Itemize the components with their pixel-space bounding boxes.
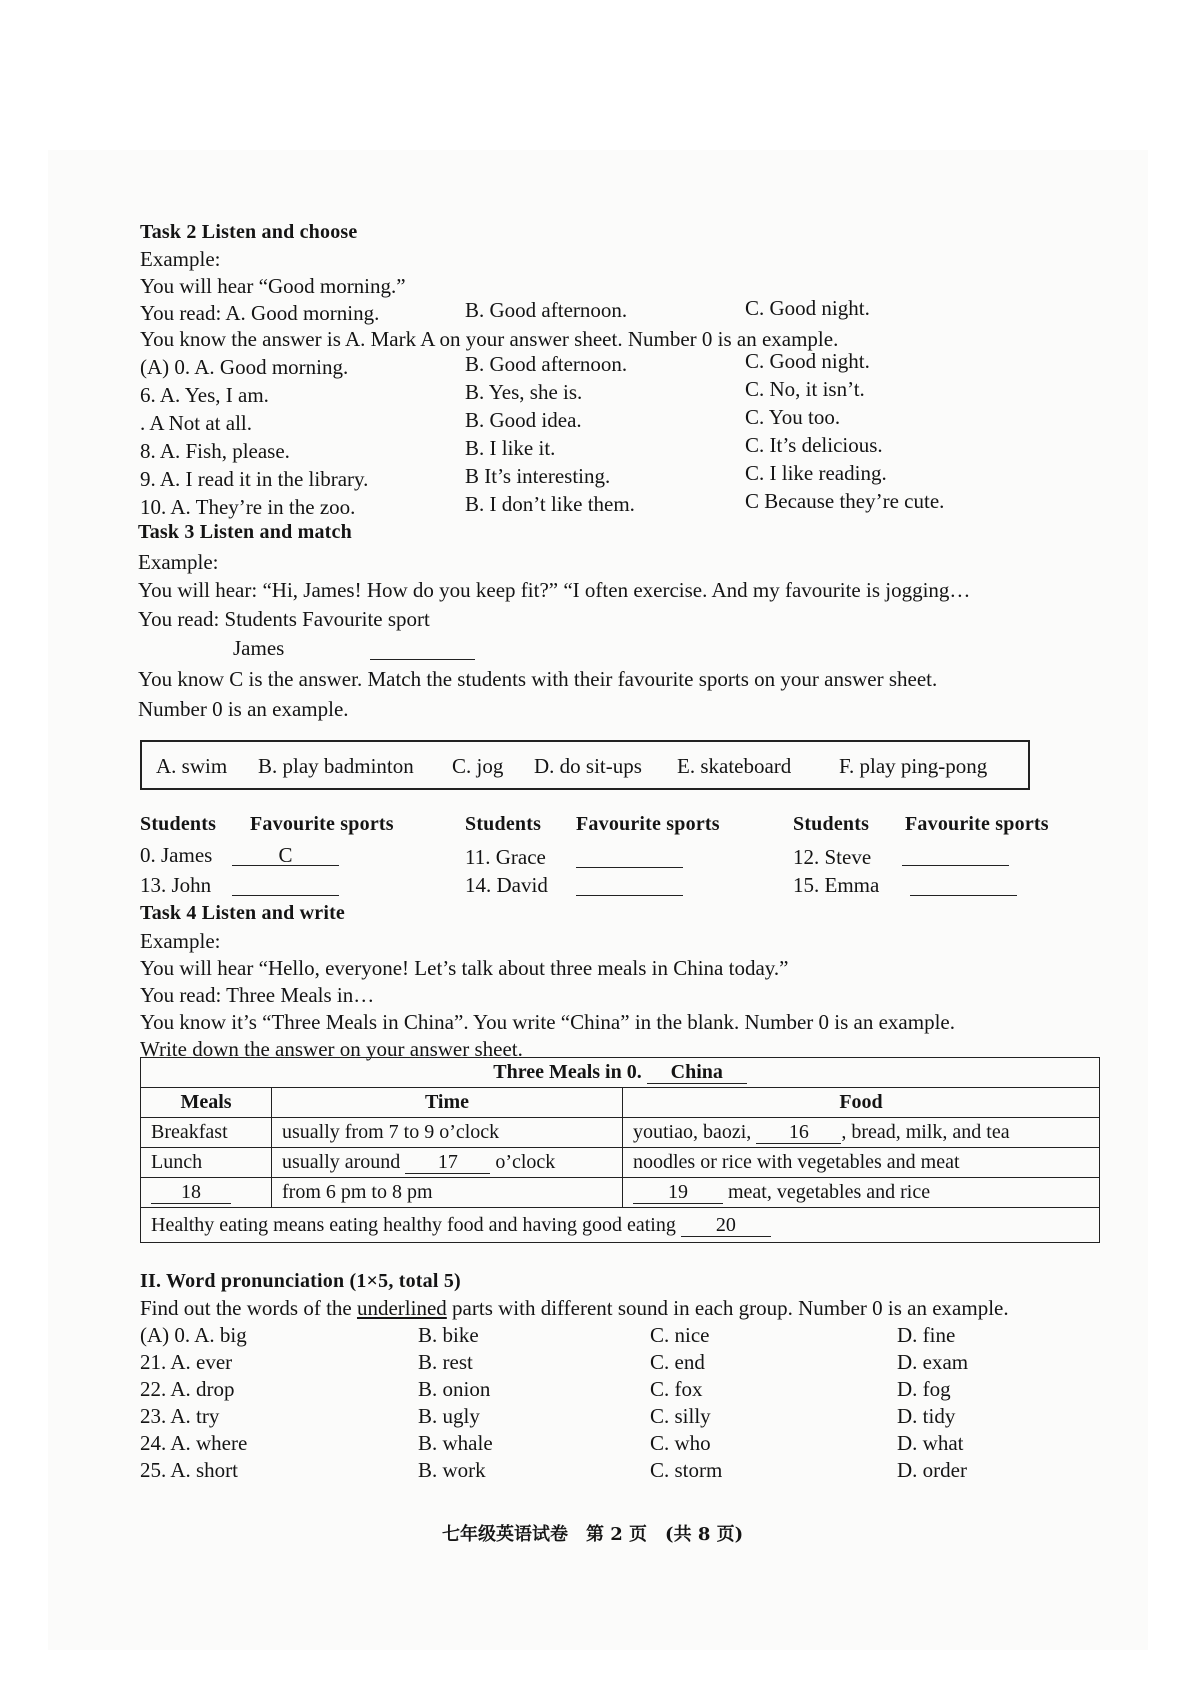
instr-post: parts with different sound in each group. Number 0 is an example. xyxy=(452,1296,1009,1320)
task2-read-b: B. Good afternoon. xyxy=(465,298,628,322)
section2-title: II. Word pronunciation (1×5, total 5) xyxy=(140,1270,461,1292)
task2-row2-c: C. You too. xyxy=(745,405,841,429)
page-footer: 七年级英语试卷 第 2 页 (共 8 页) xyxy=(442,1524,744,1545)
col-students-3: Students xyxy=(793,813,870,835)
blank-20: 20 xyxy=(681,1214,771,1237)
student-11: 11. Grace xyxy=(465,845,546,869)
task3-read: You read: Students Favourite sport xyxy=(138,607,430,631)
col-sports-3: Favourite sports xyxy=(905,813,1049,835)
pron-row0-c: C. nice xyxy=(650,1323,710,1347)
task2-row5-b: B. I don’t like them. xyxy=(465,492,635,516)
blank-18: 18 xyxy=(151,1181,231,1204)
task2-read-a: You read: A. Good morning. xyxy=(140,301,380,325)
header-time: Time xyxy=(272,1088,623,1118)
student-14: 14. David xyxy=(465,873,548,897)
student-13: 13. John xyxy=(140,873,212,897)
blank-19: 19 xyxy=(633,1181,723,1204)
task2-row4-b: B It’s interesting. xyxy=(465,464,611,488)
food-dinner xyxy=(623,1178,1100,1208)
pron-row1-a: 21. A. ever xyxy=(140,1350,233,1374)
task4-hear: You will hear “Hello, everyone! Let’s talk about three meals in China today.” xyxy=(140,956,789,980)
task3-example-blank xyxy=(370,659,475,660)
meals-table xyxy=(140,1057,1100,1243)
task2-row4-c: C. I like reading. xyxy=(745,461,887,485)
task4-read: You read: Three Meals in… xyxy=(140,983,375,1007)
instr-pre: Find out the words of the xyxy=(140,1296,352,1320)
food-lunch: noodles or rice with vegetables and meat xyxy=(623,1148,1100,1178)
meal-dinner xyxy=(141,1178,272,1208)
task2-row0-c: C. Good night. xyxy=(745,349,870,373)
task2-read-c: C. Good night. xyxy=(745,296,870,320)
meals-title-text: Three Meals in 0. xyxy=(493,1061,642,1083)
answer-blank-14 xyxy=(576,873,683,896)
task2-row3-c: C. It’s delicious. xyxy=(745,433,883,457)
food-breakfast xyxy=(623,1118,1100,1148)
pron-row2-c: C. fox xyxy=(650,1377,703,1401)
task4-title: Task 4 Listen and write xyxy=(140,902,346,924)
time-lunch-pre: usually around xyxy=(282,1151,401,1173)
task2-row1-c: C. No, it isn’t. xyxy=(745,377,865,401)
col-students-2: Students xyxy=(465,813,542,835)
task2-row2-b: B. Good idea. xyxy=(465,408,582,432)
meal-breakfast: Breakfast xyxy=(141,1118,272,1148)
food-breakfast-pre: youtiao, baozi, xyxy=(633,1121,752,1143)
task4-write: Write down the answer on your answer sheet. xyxy=(140,1037,523,1061)
table-row-dinner xyxy=(141,1178,1100,1208)
col-sports-1: Favourite sports xyxy=(250,813,394,835)
task2-example-label: Example: xyxy=(140,247,221,271)
healthy-eating-line xyxy=(141,1208,1100,1243)
task2-row3-b: B. I like it. xyxy=(465,436,556,460)
time-breakfast: usually from 7 to 9 o’clock xyxy=(272,1118,623,1148)
answer-blank-13 xyxy=(232,873,339,896)
col-sports-2: Favourite sports xyxy=(576,813,720,835)
task3-hear: You will hear: “Hi, James! How do you keep fit?” “I often exercise. And my favourite is jogging… xyxy=(138,578,971,602)
answer-blank-12 xyxy=(902,843,1009,866)
option-a: A. swim xyxy=(156,754,228,778)
table-row-footer xyxy=(141,1208,1100,1243)
task4-know: You know it’s “Three Meals in China”. You write “China” in the blank. Number 0 is an example. xyxy=(140,1010,955,1034)
pron-row5-a: 25. A. short xyxy=(140,1458,239,1482)
table-row-lunch xyxy=(141,1148,1100,1178)
task2-row5-c: C Because they’re cute. xyxy=(745,489,945,513)
task2-row4-a: 9. A. I read it in the library. xyxy=(140,467,369,491)
col-students-1: Students xyxy=(140,813,217,835)
pron-row1-d: D. exam xyxy=(897,1350,969,1374)
pron-row1-c: C. end xyxy=(650,1350,705,1374)
task3-know-1: You know C is the answer. Match the students with their favourite sports on your answer sheet. xyxy=(138,667,938,691)
student-15: 15. Emma xyxy=(793,873,880,897)
task2-row1-b: B. Yes, she is. xyxy=(465,380,583,404)
task2-know: You know the answer is A. Mark A on your answer sheet. Number 0 is an example. xyxy=(140,327,839,351)
task2-hear: You will hear “Good morning.” xyxy=(140,274,406,298)
food-breakfast-post: , bread, milk, and tea xyxy=(841,1121,1010,1143)
pron-row4-b: B. whale xyxy=(418,1431,493,1455)
pron-row5-d: D. order xyxy=(897,1458,967,1482)
pron-row3-d: D. tidy xyxy=(897,1404,956,1428)
option-d: D. do sit-ups xyxy=(534,754,642,778)
task2-row1-a: 6. A. Yes, I am. xyxy=(140,383,269,407)
task2-title: Task 2 Listen and choose xyxy=(140,221,358,243)
time-lunch xyxy=(272,1148,623,1178)
pron-row4-d: D. what xyxy=(897,1431,964,1455)
food-dinner-text: meat, vegetables and rice xyxy=(728,1181,931,1203)
pron-row3-a: 23. A. try xyxy=(140,1404,220,1428)
task2-row2-a: . A Not at all. xyxy=(140,411,252,435)
pron-row5-b: B. work xyxy=(418,1458,486,1482)
option-e: E. skateboard xyxy=(677,754,792,778)
time-dinner: from 6 pm to 8 pm xyxy=(272,1178,623,1208)
pron-row5-c: C. storm xyxy=(650,1458,723,1482)
student-12: 12. Steve xyxy=(793,845,872,869)
header-food: Food xyxy=(623,1088,1100,1118)
pron-row4-a: 24. A. where xyxy=(140,1431,248,1455)
option-f: F. play ping-pong xyxy=(839,754,988,778)
pron-row2-a: 22. A. drop xyxy=(140,1377,235,1401)
task2-row0-b: B. Good afternoon. xyxy=(465,352,628,376)
pron-row3-b: B. ugly xyxy=(418,1404,480,1428)
blank-17: 17 xyxy=(405,1151,490,1174)
pron-row0-a: (A) 0. A. big xyxy=(140,1323,247,1347)
blank-16: 16 xyxy=(756,1121,841,1144)
answer-blank-11 xyxy=(576,845,683,868)
instr-underlined: underlined xyxy=(356,1296,447,1320)
task4-example-label: Example: xyxy=(140,929,221,953)
answer-blank-0: C xyxy=(232,843,339,866)
task3-title: Task 3 Listen and match xyxy=(138,521,352,543)
meals-table-title xyxy=(141,1058,1100,1088)
pron-row2-d: D. fog xyxy=(897,1377,951,1401)
task3-example-label: Example: xyxy=(138,550,219,574)
meals-title-answer: China xyxy=(647,1061,747,1084)
task2-row3-a: 8. A. Fish, please. xyxy=(140,439,290,463)
pron-row1-b: B. rest xyxy=(418,1350,473,1374)
pron-row3-c: C. silly xyxy=(650,1404,711,1428)
task3-know-2: Number 0 is an example. xyxy=(138,697,349,721)
task2-row5-a: 10. A. They’re in the zoo. xyxy=(140,495,356,519)
option-c: C. jog xyxy=(452,754,504,778)
student-0: 0. James xyxy=(140,843,213,867)
time-lunch-post: o’clock xyxy=(495,1151,556,1173)
pron-row4-c: C. who xyxy=(650,1431,711,1455)
pron-row2-b: B. onion xyxy=(418,1377,491,1401)
meal-lunch: Lunch xyxy=(141,1148,272,1178)
task3-read-name: James xyxy=(233,636,285,660)
option-b: B. play badminton xyxy=(258,754,414,778)
section2-instructions xyxy=(140,1296,1009,1321)
table-row-breakfast xyxy=(141,1118,1100,1148)
header-meals: Meals xyxy=(141,1088,272,1118)
task2-row0-a: (A) 0. A. Good morning. xyxy=(140,355,349,379)
healthy-eating-text: Healthy eating means eating healthy food and having good eating xyxy=(151,1213,676,1236)
pron-row0-d: D. fine xyxy=(897,1323,956,1347)
sports-options-box xyxy=(140,740,1030,790)
answer-blank-15 xyxy=(910,873,1017,896)
pron-row0-b: B. bike xyxy=(418,1323,479,1347)
